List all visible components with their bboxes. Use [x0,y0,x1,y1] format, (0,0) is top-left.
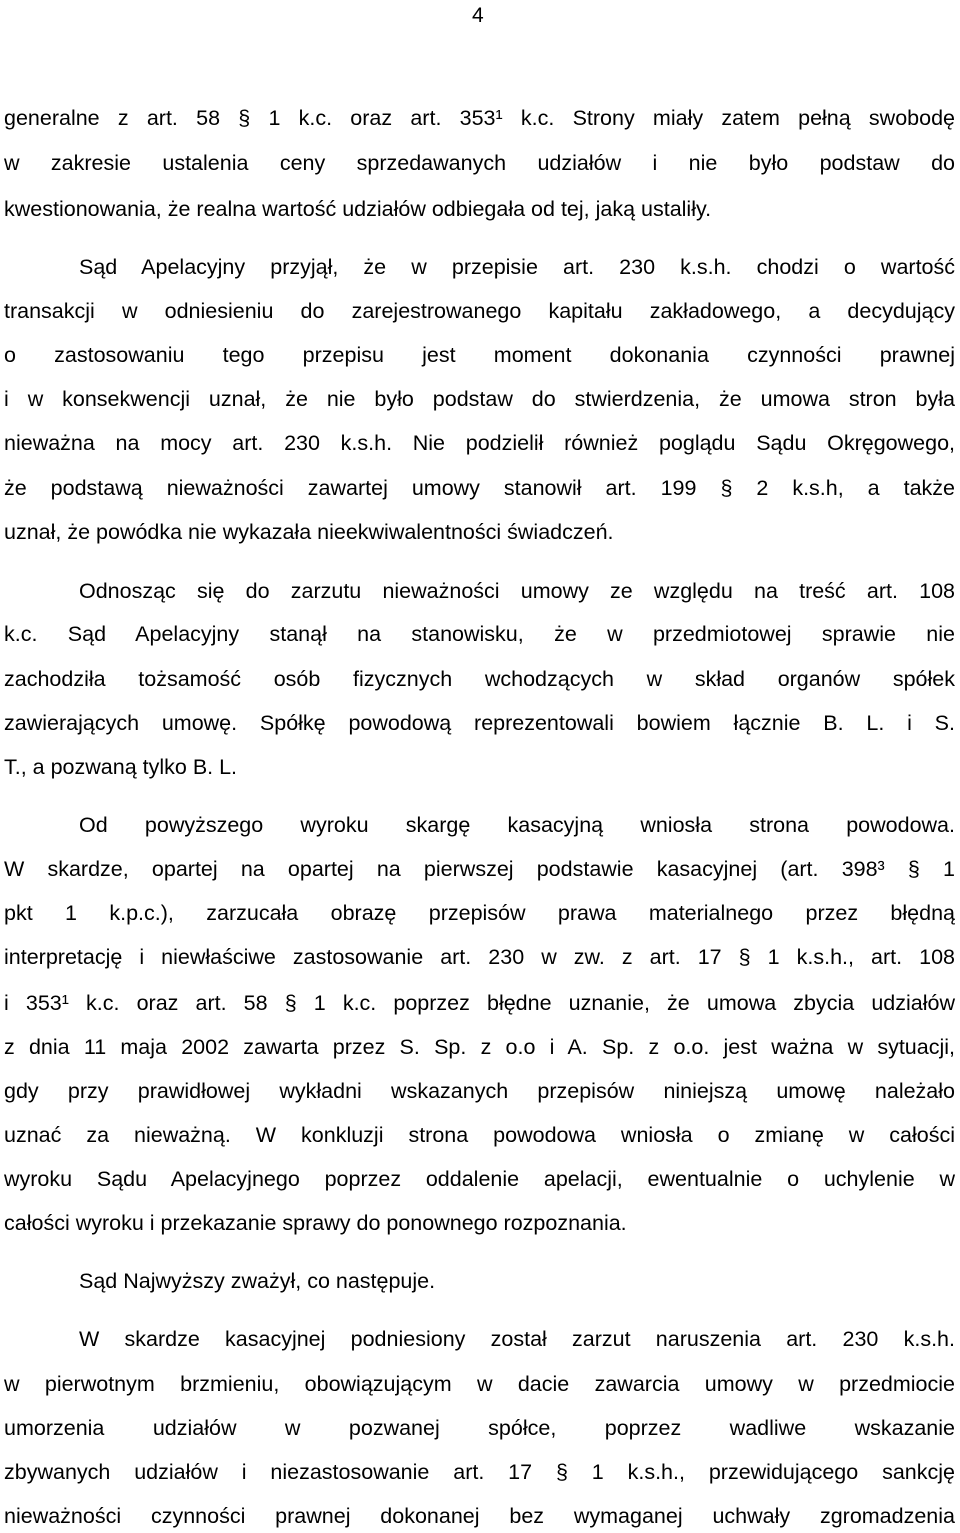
text-line: uznał, że powódka nie wykazała nieekwiwalentności świadczeń. [4,520,614,544]
text-line: gdy przy prawidłowej wykładni wskazanych przepisów niniejszą umowę należało [4,1079,955,1103]
text-line: nieważna na mocy art. 230 k.s.h. Nie podzielił również poglądu Sądu Okręgowego, [4,431,955,455]
text-line: zawierających umowę. Spółkę powodową reprezentowali bowiem łącznie B. L. i S. [4,711,955,735]
text-line: Sąd Apelacyjny przyjął, że w przepisie art. 230 k.s.h. chodzi o wartość [79,255,955,279]
text-line: zachodziła tożsamość osób fizycznych wchodzących w skład organów spółek [4,667,955,691]
text-line: umorzenia udziałów w pozwanej spółce, poprzez wadliwe wskazanie [4,1416,955,1440]
text-line: w zakresie ustalenia ceny sprzedawanych udziałów i nie było podstaw do [4,151,955,175]
text-line: i w konsekwencji uznał, że nie było podstaw do stwierdzenia, że umowa stron była [4,387,955,411]
text-line: W skardze, opartej na opartej na pierwszej podstawie kasacyjnej (art. 398³ § 1 [4,857,955,881]
text-line: generalne z art. 58 § 1 k.c. oraz art. 353¹ k.c. Strony miały zatem pełną swobodę [4,106,955,130]
text-line: całości wyroku i przekazanie sprawy do ponownego rozpoznania. [4,1211,627,1235]
text-line: i 353¹ k.c. oraz art. 58 § 1 k.c. poprzez błędne uznanie, że umowa zbycia udziałów [4,991,955,1015]
text-line: Odnosząc się do zarzutu nieważności umowy ze względu na treść art. 108 [79,579,955,603]
text-line: Sąd Najwyższy zważył, co następuje. [79,1269,436,1293]
text-line: zbywanych udziałów i niezastosowanie art. 17 § 1 k.s.h., przewidującego sankcję [4,1460,955,1484]
text-line: transakcji w odniesieniu do zarejestrowanego kapitału zakładowego, a decydujący [4,299,955,323]
text-line: W skardze kasacyjnej podniesiony został zarzut naruszenia art. 230 k.s.h. [79,1327,955,1351]
text-line: interpretację i niewłaściwe zastosowanie art. 230 w zw. z art. 17 § 1 k.s.h., art. 108 [4,945,955,969]
text-line: T., a pozwaną tylko B. L. [4,755,238,779]
text-line: w pierwotnym brzmieniu, obowiązującym w dacie zawarcia umowy w przedmiocie [4,1372,955,1396]
text-line: k.c. Sąd Apelacyjny stanął na stanowisku, że w przedmiotowej sprawie nie [4,622,955,646]
text-line: kwestionowania, że realna wartość udziałów odbiegała od tej, jaką ustaliły. [4,197,712,221]
text-line: pkt 1 k.p.c.), zarzucała obrazę przepisów prawa materialnego przez błędną [4,901,955,925]
text-line: Od powyższego wyroku skargę kasacyjną wniosła strona powodowa. [79,813,955,837]
text-line: z dnia 11 maja 2002 zawarta przez S. Sp. z o.o i A. Sp. z o.o. jest ważna w sytuacji, [4,1035,955,1059]
text-line: nieważności czynności prawnej dokonanej bez wymaganej uchwały zgromadzenia [4,1504,955,1528]
text-line: o zastosowaniu tego przepisu jest moment dokonania czynności prawnej [4,343,955,367]
page-number: 4 [472,4,484,27]
text-line: że podstawą nieważności zawartej umowy stanowił art. 199 § 2 k.s.h, a także [4,476,955,500]
text-line: wyroku Sądu Apelacyjnego poprzez oddalenie apelacji, ewentualnie o uchylenie w [4,1167,955,1191]
text-line: uznać za nieważną. W konkluzji strona powodowa wniosła o zmianę w całości [4,1123,955,1147]
